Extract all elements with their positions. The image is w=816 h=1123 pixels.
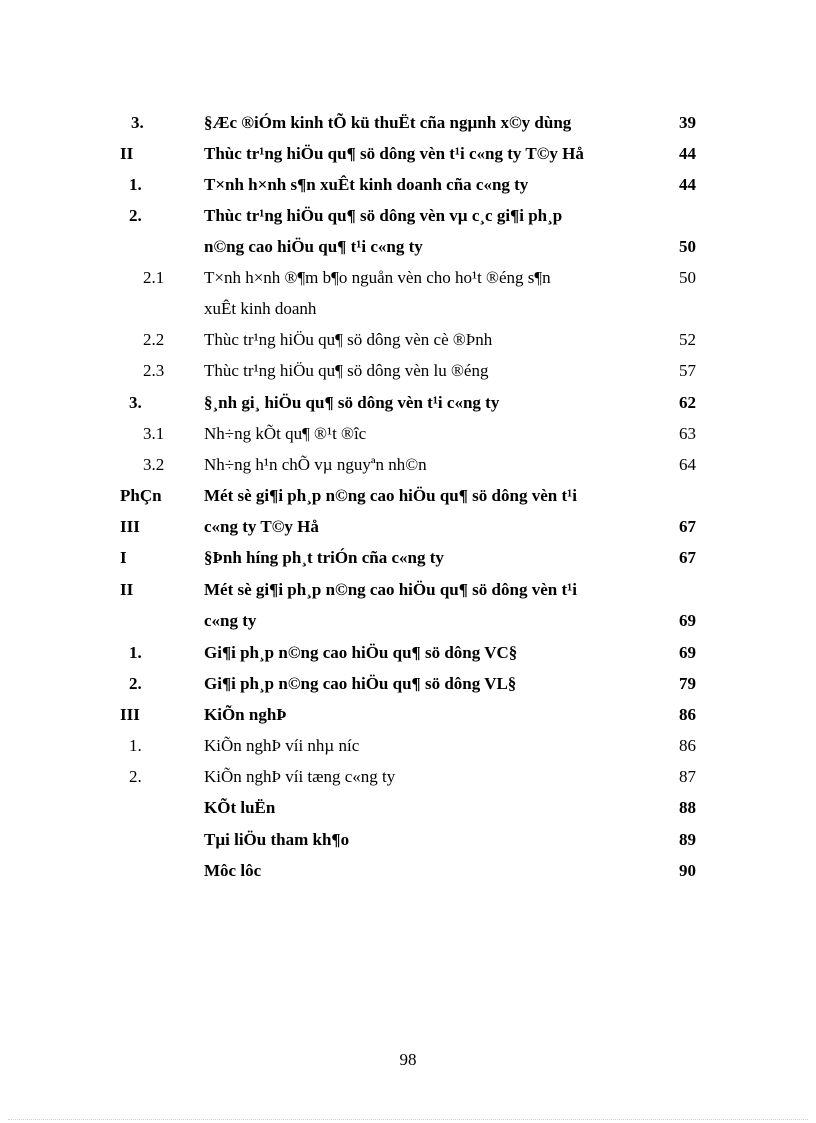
toc-title: KiÕn nghÞ víi tæng c«ng ty — [204, 767, 396, 786]
toc-number: 3. — [131, 113, 144, 132]
toc-row — [0, 642, 816, 673]
toc-number: III — [120, 517, 140, 536]
toc-page: 52 — [679, 330, 696, 349]
toc-page: 63 — [679, 424, 696, 443]
toc-title: Thùc tr¹ng hiÖu qu¶ sö dông vèn t¹i c«ng ty T©y Hå — [204, 144, 584, 163]
toc-number: 2. — [129, 206, 142, 225]
toc-title: Mét sè gi¶i ph¸p n©ng cao hiÖu qu¶ sö dông vèn t¹i — [204, 580, 577, 599]
toc-title: Nh÷ng h¹n chÕ vµ nguyªn nh©n — [204, 455, 427, 474]
toc-number: 1. — [129, 736, 142, 755]
toc-page: 88 — [679, 798, 696, 817]
toc-number: II — [120, 144, 134, 163]
toc-page: 44 — [679, 144, 696, 163]
toc-number: 2.1 — [143, 268, 165, 287]
toc-number: 2. — [129, 674, 142, 693]
toc-title: T×nh h×nh s¶n xuÊt kinh doanh cña c«ng ty — [204, 175, 529, 194]
toc-row — [0, 860, 816, 891]
toc-page: 87 — [679, 767, 696, 786]
toc-title: Gi¶i ph¸p n©ng cao hiÖu qu¶ sö dông VL§ — [204, 674, 517, 693]
toc-row — [0, 236, 816, 267]
toc-row — [0, 329, 816, 360]
toc-page: 86 — [679, 705, 696, 724]
page-number: 98 — [399, 1050, 417, 1069]
toc-page: 67 — [679, 548, 696, 567]
toc-title: KÕt luËn — [204, 798, 276, 817]
toc-row — [0, 704, 816, 735]
toc-title: Thùc tr¹ng hiÖu qu¶ sö dông vèn vµ c¸c gi¶i ph¸p — [204, 206, 563, 225]
toc-row — [0, 143, 816, 174]
toc-page: 86 — [679, 736, 696, 755]
toc-row — [0, 267, 816, 298]
toc-title: Nh÷ng kÕt qu¶ ®¹t ®îc — [204, 424, 367, 443]
toc-row — [0, 360, 816, 391]
toc-row — [0, 829, 816, 860]
toc-row — [0, 547, 816, 578]
toc-number: III — [120, 705, 140, 724]
toc-page: 89 — [679, 830, 696, 849]
toc-title: c«ng ty — [204, 611, 257, 630]
toc-number: II — [120, 580, 134, 599]
toc-page: 57 — [679, 361, 696, 380]
toc-page: 69 — [679, 611, 696, 630]
toc-title: KiÕn nghÞ víi nhµ níc — [204, 736, 360, 755]
toc-row — [0, 392, 816, 423]
toc-page: 67 — [679, 517, 696, 536]
toc-row — [0, 579, 816, 610]
toc-row — [0, 516, 816, 547]
toc-page: 64 — [679, 455, 696, 474]
toc-title: KiÕn nghÞ — [204, 705, 287, 724]
toc-page: 50 — [679, 268, 696, 287]
toc-number: 3.1 — [143, 424, 165, 443]
toc-page: 62 — [679, 393, 696, 412]
toc-title: Mét sè gi¶i ph¸p n©ng cao hiÖu qu¶ sö dông vèn t¹i — [204, 486, 577, 505]
toc-title: Thùc tr¹ng hiÖu qu¶ sö dông vèn cè ®Þnh — [204, 330, 493, 349]
toc-title: T×nh h×nh ®¶m b¶o nguån vèn cho ho¹t ®éng s¶n — [204, 268, 551, 287]
toc-row — [0, 174, 816, 205]
toc-page: 50 — [679, 237, 696, 256]
toc-number: 3. — [129, 393, 142, 412]
page-bottom-divider — [8, 1119, 808, 1120]
toc-page: 79 — [679, 674, 696, 693]
toc-page: 39 — [679, 113, 696, 132]
toc-row — [0, 797, 816, 828]
toc-title: Gi¶i ph¸p n©ng cao hiÖu qu¶ sö dông VC§ — [204, 643, 518, 662]
toc-row — [0, 298, 816, 329]
toc-number: I — [120, 548, 127, 567]
toc-title: §Þnh híng ph¸t triÓn cña c«ng ty — [204, 548, 444, 567]
toc-title: c«ng ty T©y Hå — [204, 517, 319, 536]
toc-number: 1. — [129, 175, 142, 194]
toc-title: Môc lôc — [204, 861, 262, 880]
toc-page: 44 — [679, 175, 696, 194]
toc-row — [0, 112, 816, 143]
toc-title: Thùc tr¹ng hiÖu qu¶ sö dông vèn lu ®éng — [204, 361, 489, 380]
toc-number: 1. — [129, 643, 142, 662]
toc-title: xuÊt kinh doanh — [204, 299, 317, 318]
toc-row — [0, 205, 816, 236]
toc-title: n©ng cao hiÖu qu¶ t¹i c«ng ty — [204, 237, 423, 256]
toc-page: 90 — [679, 861, 696, 880]
toc-title: §Æc ®iÓm kinh tÕ kü thuËt cña ngµnh x©y dùng — [204, 113, 572, 132]
toc-row — [0, 423, 816, 454]
toc-number: PhÇn — [120, 486, 162, 505]
toc-title: §¸nh gi¸ hiÖu qu¶ sö dông vèn t¹i c«ng ty — [204, 393, 500, 412]
toc-row — [0, 673, 816, 704]
toc-row — [0, 766, 816, 797]
toc-row — [0, 485, 816, 516]
toc-number: 2. — [129, 767, 142, 786]
toc-page: 69 — [679, 643, 696, 662]
toc-row — [0, 610, 816, 641]
toc-number: 2.3 — [143, 361, 165, 380]
toc-number: 2.2 — [143, 330, 165, 349]
toc-number: 3.2 — [143, 455, 165, 474]
toc-title: Tµi liÖu tham kh¶o — [204, 830, 350, 849]
toc-row — [0, 735, 816, 766]
toc-row — [0, 454, 816, 485]
